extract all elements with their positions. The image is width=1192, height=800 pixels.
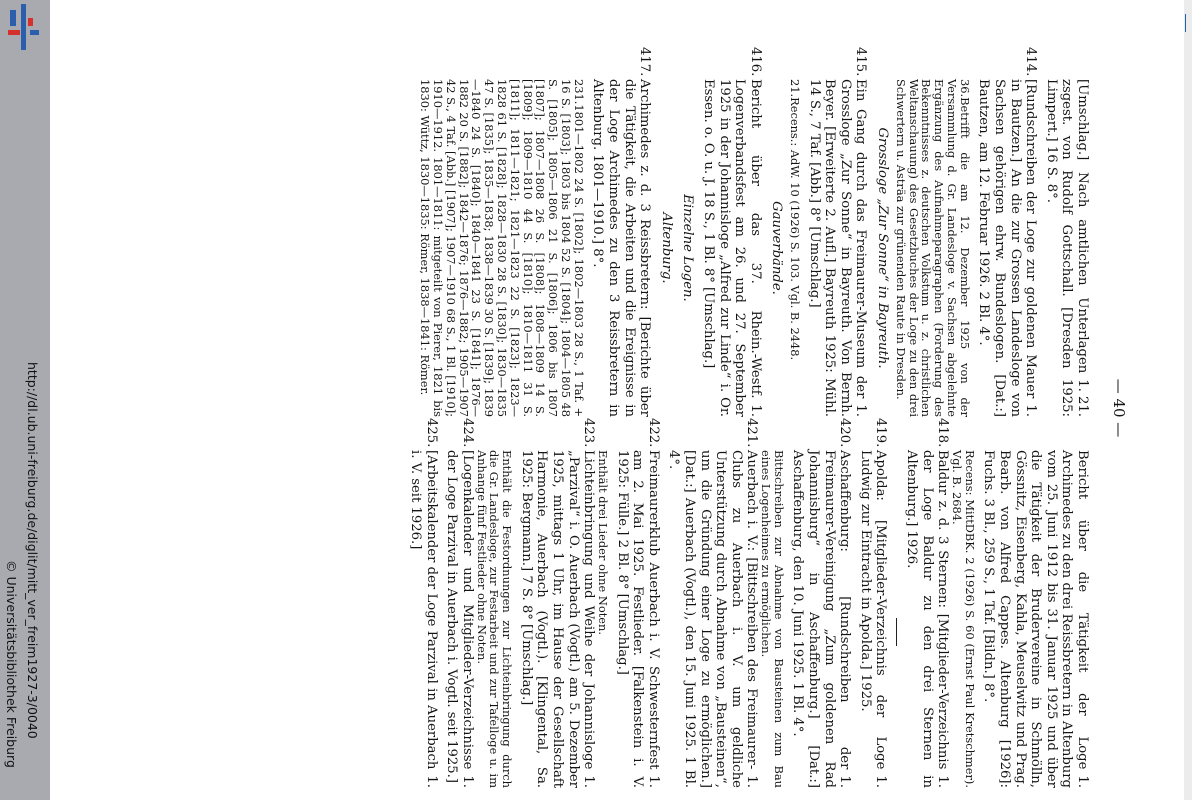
entry-text-block bbox=[903, 450, 950, 788]
entry-text: Bericht über die Tätigkeit der Loge Archimedes zu den drei Reissbretern in Altenburg vom 25. Juni 1912 bis 31. Januar 1925 und über die Tätigkeit der Brudervereine in Schmölln, Gössnitz, Eisenberg, Kahla, Meuselwitz und Prag. Bearb. von Alfred Cappes. Altenburg [1926]: Fuchs. 3 Bl., 259 S., 1 Taf. [Bildn.] 8°. bbox=[981, 450, 1090, 788]
entry-note-text: Bittschreiben zur Abnahme von Bausteinen zum Bau eines Logenheimes zu ermöglichen. bbox=[759, 450, 786, 788]
library-logo-icon bbox=[8, 4, 42, 50]
entry-text-block bbox=[518, 450, 596, 788]
bibliography-entry bbox=[903, 418, 950, 788]
entry-number: 418. bbox=[935, 418, 951, 448]
page-number: — 40 — bbox=[1110, 378, 1128, 438]
entry-note-text: 1801—1802 24 S. [1802]; 1802—1803 28 S., 1 Taf. + 16 S. [1803]; 1803 bis 1804 52 S. [1804]; 1804—1805 48 S. [1805]; 1805—1806 21 S. [1806]; 1806 bis 1807 [1807]; 1807—1808 26 S. [1808]; 1808—1809 14 S. [1809]; 1809—1810 44 S. [1810]; 1810—1811 31 S. [1811]; 1811—1821; 1821—1823 22 S. [1823]; 1823—1828 61 S. [1828]; 1828—1830 28 S. [1830]; 1830—1835 47 S. [1835]; 1835—1838; 1838—1839 30 S. [1839]; 1839—1840 24 S. [1840]; 1840—1841 23 S. [1841]; 1876—1882 20 S. [1882]; 1842—1876; 1876—1882; 1905—1907 42 S., 4 Taf. [Abb.] [1907]; 1907—1910 68 S., 1 Bl. [1910]; 1910—1912. 1801—1811: mitgeteilt von Pierer, 1821 bis 1830: Wüttz, 1830—1835: Römer, 1838—1841: Römer. bbox=[418, 79, 586, 417]
bibliography-entry bbox=[1043, 47, 1090, 417]
entry-note bbox=[759, 450, 785, 788]
section-heading: Altenburg. bbox=[658, 212, 674, 284]
entry-number: 417. bbox=[637, 47, 653, 77]
entry-text: Baldur z. d. 3 Sternen: [Mitglieder-Verzeichnis der Loge Baldur zu den drei Sternen in Altenburg.] 1926. bbox=[904, 450, 951, 788]
entry-note-text: Enthält drei Lieder ohne Noten. bbox=[595, 450, 610, 635]
entry-text: Lichteinbringung und Weihe der Johannisloge „Parzival“ i. O. Auerbach (Vogtl.) am 5. Dezember 1925, mittags 1 Uhr, im Hause der Gesellschaft Harmonie, Auerbach (Vogtl.). [Klingental, Sa. 1925: Bergmann.] 7 S. 8° [Umschlag.] bbox=[518, 450, 597, 788]
entry-text: [Rundschreiben der Loge zur goldenen Mauer in Bautzen.] An die zur Grossen Landesloge von Sachsen gehörigen ehrw. Bundeslogen. [Dat.:] Bautzen, am 12. Februar 1926. 2 Bl. 4°. bbox=[976, 79, 1039, 417]
document-url[interactable]: http://dl.ub.uni-freiburg.de/diglit/mitt_ver_freim1927-3/0040 bbox=[25, 362, 40, 739]
entry-number: 415. bbox=[853, 47, 869, 77]
entry-count: 1. bbox=[1023, 404, 1039, 417]
entry-note bbox=[894, 79, 971, 417]
entry-number: 414. bbox=[1023, 47, 1039, 77]
entry-note-text: Enthält die Festordnungen zur Lichteinbringung durch die Gr. Landesloge, zur Festarbeit und zur Tafelloge u. im Anhange fünf Festlieder ohne Noten. bbox=[474, 450, 515, 788]
entry-count: 1. bbox=[935, 775, 951, 788]
entry-note-text: Betrifft die am 12. Dezember 1925 von der Versammlung d. Gr. Landesloge v. Sachsen abgelehnte Ergänzung des Aufnahmeparagraphen (Forderung des Bekenntnisses z. deutschen Volkstum u. z. christlichen Weltanschauung) des Gesetzbuches der Loge zu den drei Schwertern u. Asträa zur grünenden Raute in Dresden. bbox=[893, 79, 972, 417]
entry-text-block bbox=[806, 79, 868, 417]
section-divider bbox=[896, 618, 897, 646]
entry-count: 1. bbox=[645, 775, 661, 788]
section-heading: Gauverbände. bbox=[769, 201, 785, 295]
bibliography-entry bbox=[700, 47, 762, 417]
bibliography-entry bbox=[444, 418, 475, 788]
bibliography-entry bbox=[666, 418, 760, 788]
entry-text-block bbox=[407, 450, 438, 788]
entry-count: 1. bbox=[581, 775, 597, 788]
page-column-left bbox=[418, 47, 1090, 417]
entry-number: 419. bbox=[873, 418, 889, 448]
entry-number: 425. bbox=[423, 418, 439, 448]
section-heading: Einzelne Logen. bbox=[680, 194, 696, 302]
entry-number: 420. bbox=[837, 418, 853, 448]
entry-count: 1. bbox=[853, 404, 869, 417]
entry-note-text: Recens.: AdW. 10 (1926) S. 103. Vgl. B. 2448. bbox=[788, 97, 803, 361]
bibliography-entry bbox=[790, 418, 852, 788]
entry-count: 1. bbox=[1075, 775, 1090, 788]
entry-text-block bbox=[590, 79, 652, 417]
bibliography-entry bbox=[407, 418, 438, 788]
entry-note bbox=[475, 450, 513, 788]
entry-text-block bbox=[700, 79, 762, 417]
entry-text: Auerbach i. V.: [Bittschreiben des Freimaurer-Clubs zu Auerbach i. V. um geldliche Unterstützung durch Abnahme von „Bausteinen“, um die Gründung einer Loge zu ermöglichen.] [Dat.:] Auerbach (Vogtl.), den 15. Juni 1925. 1 Bl. 4°. bbox=[666, 450, 760, 788]
bibliography-entry bbox=[590, 47, 652, 417]
entry-text-block bbox=[1043, 79, 1090, 417]
entry-text-block bbox=[981, 450, 1090, 788]
entry-number: 416. bbox=[747, 47, 763, 77]
entry-note-text: Recens: MittDBK. 2 (1926) S. 60 (Ernst Paul Kretschmer). Vgl. B. 2684. bbox=[950, 450, 977, 788]
entry-count: 21. bbox=[788, 79, 803, 98]
entry-text-block bbox=[614, 450, 661, 788]
entry-text: Apolda: [Mitglieder-Verzeichnis der Loge Ludwig zur Eintracht in Apolda.] 1925. bbox=[857, 450, 889, 770]
entry-note bbox=[418, 79, 584, 417]
entry-text-block bbox=[666, 450, 760, 788]
section-heading: Grossloge „Zur Sonne“ in Bayreuth. bbox=[875, 127, 891, 369]
entry-count: 1. 21. bbox=[1075, 379, 1090, 417]
entry-text: [Umschlag.] Nach amtlichen Unterlagen zsgest. von Rudolf Gottschall. [Dresden 1925: Limpert.] 16 S. 8°. bbox=[1043, 79, 1090, 417]
entry-text-block bbox=[790, 450, 852, 788]
entry-text: [Arbeitskalender der Loge Parzival in Auerbach i. V. seit 1926.] bbox=[408, 450, 439, 770]
viewer-right-edge bbox=[1184, 0, 1192, 800]
bibliography-entry bbox=[857, 418, 888, 788]
entry-count: 1. bbox=[837, 775, 853, 788]
entry-count: 36. bbox=[957, 79, 972, 98]
page-column-right bbox=[402, 418, 1090, 788]
entry-count: 231. bbox=[571, 79, 586, 105]
entry-text: Freimaurerklub Auerbach i. V. Schwesternfest am 2. Mai 1925. Festlieder. [Falkenstein i. V. 1925: Fülle.] 2 Bl. 8° [Umschlag.] bbox=[614, 450, 661, 788]
entry-count: 1. bbox=[459, 775, 475, 788]
entry-note bbox=[788, 79, 801, 417]
entry-count: 1. bbox=[423, 775, 439, 788]
entry-note bbox=[950, 450, 976, 788]
entry-text: Archimedes z. d. 3 Reissbretern: [Berichte über die Tätigkeit, die Arbeiten und die Ereignisse in der Loge Archimedes zu den 3 Reissbretern in Altenburg. 1801—1910.] 8°. bbox=[590, 79, 653, 417]
entry-text-block bbox=[444, 450, 475, 788]
bibliography-entry bbox=[806, 47, 868, 417]
entry-text: Ein Gang durch das Freimaurer-Museum der Grossloge „Zur Sonne“ in Bayreuth. Von Bernh. Beyer. [Erweiterte 2. Aufl.] Bayreuth 1925: Mühl. 14 S., 7 Taf. [Abb.] 8° [Umschlag.] bbox=[806, 79, 869, 417]
copyright-notice: © Universitätsbibliothek Freiburg bbox=[4, 560, 19, 768]
entry-number: 421. bbox=[744, 418, 760, 448]
entry-text: Bericht über das 37. Rhein.-Westf. Logenverbandsfest am 26. und 27. September 1925 in der Johannisloge „Alfred zur Linde“ i. Or. Essen. o. O. u. J. 18 S., 1 Bl. 8° [Umschlag.] bbox=[700, 79, 763, 417]
entry-count: 1. bbox=[747, 404, 763, 417]
entry-number: 422. bbox=[645, 418, 661, 448]
entry-text-block bbox=[857, 450, 888, 788]
entry-text: [Logenkalender und Mitglieder-Verzeichnisse der Loge Parzival in Auerbach i. Vogtl. seit 1925.] bbox=[444, 450, 475, 783]
bibliography-entry bbox=[976, 47, 1038, 417]
entry-number: 424. bbox=[459, 418, 475, 448]
entry-text: Aschaffenburg: [Rundschreiben der Freimaurer-Vereinigung „Zum goldenen Rad Johannisburg“ in Aschaffenburg.] [Dat.:] Aschaffenburg, den 10. Juni 1925. 1 Bl. 4°. bbox=[790, 450, 853, 788]
entry-count: 1. bbox=[744, 775, 760, 788]
entry-text-block bbox=[976, 79, 1038, 417]
entry-count: 1. bbox=[873, 775, 889, 788]
bibliography-entry bbox=[981, 418, 1090, 788]
bibliography-entry bbox=[614, 418, 661, 788]
viewer-right-marker bbox=[1185, 14, 1186, 32]
scanned-page bbox=[40, 0, 1140, 800]
entry-number: 423. bbox=[581, 418, 597, 448]
bibliography-entry bbox=[518, 418, 596, 788]
entry-note bbox=[596, 450, 609, 788]
